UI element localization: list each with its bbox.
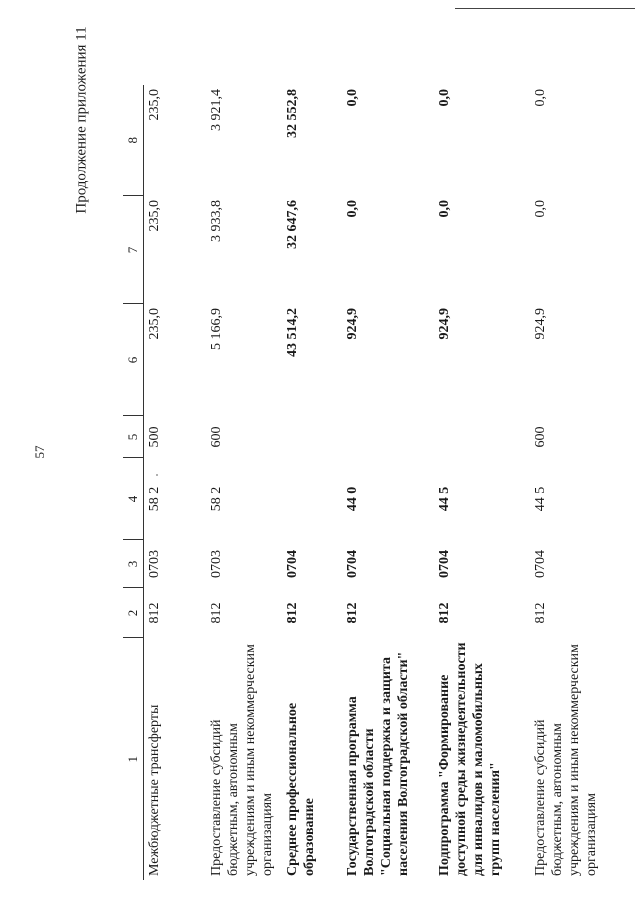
cell-target: 58 2 — [147, 486, 162, 512]
cell-value: 0,0 — [344, 89, 360, 107]
row-name: Предоставление субсидий бюджетным, автономным учреждениям и иным некоммерческим организациям — [208, 644, 275, 876]
cell-expense-type: 600 — [208, 426, 224, 448]
cell-section: 0704 — [436, 550, 452, 578]
column-header: 5 — [123, 416, 144, 458]
row-name: Государственная программа Волгоградской области "Социальная поддержка и защита населения Волгоградской области" — [344, 651, 411, 876]
table-row — [206, 85, 282, 880]
cell-value: 0,0 — [532, 89, 548, 107]
page-number: 57 — [32, 445, 47, 459]
column-header: 4 — [123, 458, 144, 540]
budget-table — [123, 85, 623, 880]
column-header: 1 — [123, 638, 144, 880]
row-name: Межбюджетные трансферты — [147, 704, 162, 876]
budget-table-container — [123, 85, 620, 880]
cell-target: 44 5 — [436, 486, 452, 512]
cell-value: 3 933,8 — [208, 200, 224, 242]
cell-section: 0704 — [284, 550, 300, 578]
cell-value: 43 514,2 — [284, 308, 300, 357]
cell-value: 924,9 — [532, 308, 548, 340]
cell-target — [282, 458, 342, 540]
row-name: Предоставление субсидий бюджетным, автономным учреждениям и иным некоммерческим организациям — [532, 644, 599, 876]
continuation-title: Продолжение приложения 11 — [73, 26, 90, 214]
cell-ministry: 812 — [284, 602, 300, 624]
cell-target: 44 5 — [532, 486, 548, 512]
cell-section: 0704 — [344, 550, 360, 578]
cell-target: 58 2 — [208, 486, 224, 512]
cell-value: 0,0 — [344, 200, 360, 218]
cell-expense-type: 600 — [532, 426, 548, 448]
column-header-row — [123, 85, 144, 880]
table-row — [282, 85, 342, 880]
cell-value: 0,0 — [436, 200, 452, 218]
cell-value: 924,9 — [344, 308, 360, 340]
table-row — [434, 85, 530, 880]
cell-ministry: 812 — [208, 602, 224, 624]
table-row — [342, 85, 434, 880]
table-row — [144, 85, 206, 880]
cell-ministry: 812 — [436, 602, 452, 624]
cell-ministry: 812 — [147, 602, 162, 624]
cell-value: 235,0 — [147, 308, 162, 340]
table-row — [530, 85, 623, 880]
cell-expense-type — [282, 416, 342, 458]
cell-section: 0704 — [532, 550, 548, 578]
column-header: 6 — [123, 304, 144, 416]
cell-expense-type — [434, 416, 530, 458]
row-name: Подпрограмма "Формирование доступной среды жизнедеятельности для инвалидов и маломобильных групп населения" — [436, 642, 503, 876]
cell-value: 32 552,8 — [284, 89, 300, 138]
cell-value: 924,9 — [436, 308, 452, 340]
cell-target: 44 0 — [344, 486, 360, 512]
column-header: 7 — [123, 196, 144, 304]
cell-value: 32 647,6 — [284, 200, 300, 249]
row-name: Среднее профессиональное образование — [284, 702, 317, 876]
cell-value: 0,0 — [532, 200, 548, 218]
cell-value: 235,0 — [147, 200, 162, 232]
column-header: 2 — [123, 588, 144, 638]
cell-value: 5 166,9 — [208, 308, 224, 350]
cell-ministry: 812 — [532, 602, 548, 624]
cell-section: 0703 — [147, 550, 162, 578]
cell-section: 0703 — [208, 550, 224, 578]
cell-expense-type — [342, 416, 434, 458]
cell-value: 3 921,4 — [208, 89, 224, 131]
cell-value: 0,0 — [436, 89, 452, 107]
top-rule — [455, 8, 635, 9]
column-header: 8 — [123, 85, 144, 196]
column-header: 3 — [123, 540, 144, 588]
cell-ministry: 812 — [344, 602, 360, 624]
cell-value: 235,0 — [147, 89, 162, 121]
cell-expense-type: 500 — [147, 426, 162, 448]
